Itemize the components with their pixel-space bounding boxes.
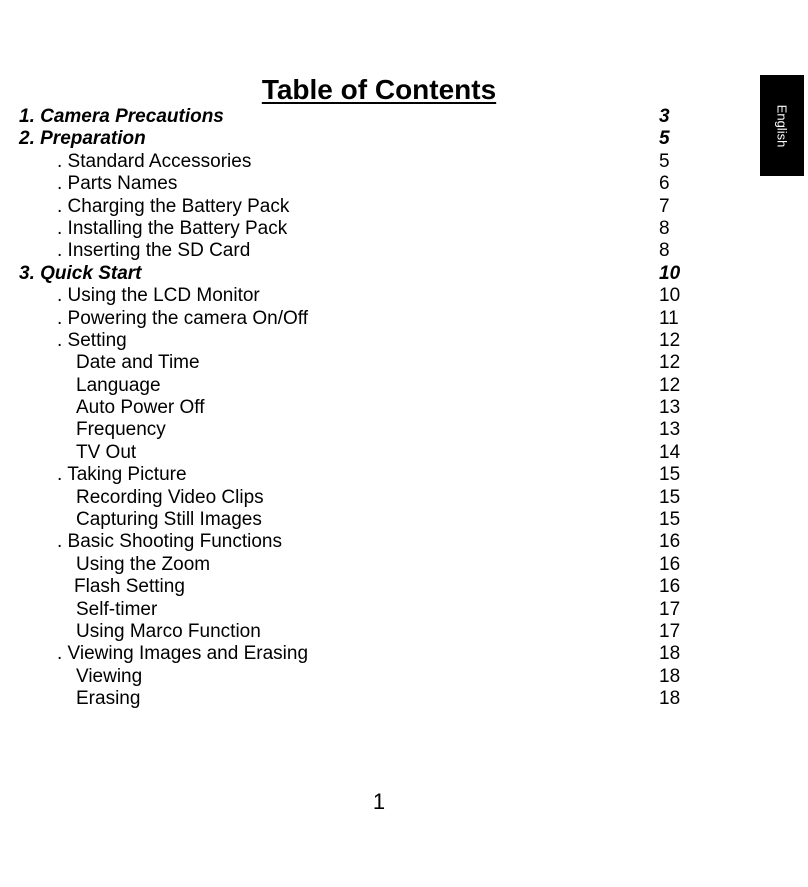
toc-entry-page: 8 — [659, 240, 670, 262]
toc-entry[interactable] — [0, 621, 700, 643]
toc-entry[interactable] — [0, 285, 700, 307]
toc-entry-label: Capturing Still Images — [76, 509, 262, 531]
toc-entry-page: 14 — [659, 441, 681, 463]
toc-entry-label: . Taking Picture — [57, 464, 187, 486]
toc-entry[interactable] — [0, 599, 700, 621]
toc-entry-page: 10 — [659, 285, 681, 307]
toc-entry-label: Frequency — [76, 419, 166, 441]
toc-entry-label: 3. Quick Start — [19, 262, 142, 284]
toc-entry[interactable] — [0, 688, 700, 710]
toc-entry-label: . Installing the Battery Pack — [57, 217, 288, 239]
toc-entry[interactable] — [0, 397, 700, 419]
toc-entry[interactable] — [0, 240, 700, 262]
toc-entry-label: . Inserting the SD Card — [57, 240, 251, 262]
page-title: Table of Contents — [261, 74, 497, 105]
toc-entry[interactable] — [0, 509, 700, 531]
toc-entry[interactable] — [0, 128, 700, 150]
toc-entry-label: . Parts Names — [57, 173, 178, 195]
toc-entry[interactable] — [0, 442, 700, 464]
toc-entry-page: 12 — [659, 329, 681, 351]
toc-entry-page: 17 — [659, 598, 681, 620]
toc-entry-page: 16 — [659, 531, 681, 553]
toc-entry-page: 13 — [659, 397, 681, 419]
toc-entry[interactable] — [0, 173, 700, 195]
toc-entry-page: 15 — [659, 486, 681, 508]
toc-entry-page: 16 — [659, 553, 681, 575]
toc-entry[interactable] — [0, 263, 700, 285]
toc-entry-page: 6 — [659, 173, 670, 195]
toc-entry-page: 18 — [659, 665, 681, 687]
toc-entry-label: Recording Video Clips — [76, 486, 264, 508]
language-tab — [760, 75, 804, 176]
toc-entry[interactable] — [0, 218, 700, 240]
toc-entry[interactable] — [0, 643, 700, 665]
toc-entry-page: 15 — [659, 509, 681, 531]
toc-entry-page: 7 — [659, 195, 670, 217]
toc-entry-label: . Powering the camera On/Off — [57, 307, 308, 329]
toc-entry[interactable] — [0, 330, 700, 352]
toc-entry-label: Viewing — [76, 665, 143, 687]
toc-entry[interactable] — [0, 419, 700, 441]
toc-entry-page: 11 — [659, 307, 679, 329]
toc-entry-page: 16 — [659, 576, 681, 598]
toc-entry[interactable] — [0, 554, 700, 576]
toc-entry-page: 5 — [659, 150, 670, 172]
toc-entry-label: Using the Zoom — [76, 553, 211, 575]
toc-entry[interactable] — [0, 352, 700, 374]
toc-entry-label: . Standard Accessories — [57, 150, 252, 172]
toc-entry-page: 12 — [659, 374, 681, 396]
page-number: 1 — [372, 789, 386, 814]
toc-entry-page: 5 — [659, 128, 670, 150]
toc-entry-label: . Using the LCD Monitor — [57, 285, 260, 307]
toc-entry-label: . Setting — [57, 329, 127, 351]
toc-entry[interactable] — [0, 487, 700, 509]
toc-entry[interactable] — [0, 196, 700, 218]
toc-entry-label: TV Out — [76, 441, 137, 463]
toc-entry[interactable] — [0, 151, 700, 173]
toc-entry-label: Self-timer — [76, 598, 158, 620]
toc-entry[interactable] — [0, 666, 700, 688]
toc-entry[interactable] — [0, 576, 700, 598]
toc-entry[interactable] — [0, 531, 700, 553]
toc-entry-label: Erasing — [76, 688, 141, 710]
toc-entry[interactable] — [0, 106, 700, 128]
toc-entry-page: 8 — [659, 217, 670, 239]
toc-entry-page: 10 — [659, 262, 681, 284]
toc-entry-page: 15 — [659, 464, 681, 486]
language-tab-label: English — [774, 104, 790, 147]
toc-entry-label: Using Marco Function — [76, 620, 261, 642]
toc-entry-label: Auto Power Off — [76, 397, 205, 419]
toc-entry[interactable] — [0, 375, 700, 397]
table-of-contents — [0, 106, 700, 711]
toc-entry-page: 13 — [659, 419, 681, 441]
toc-entry-label: Date and Time — [76, 352, 200, 374]
toc-entry-page: 3 — [659, 106, 670, 127]
toc-entry-label: Flash Setting — [74, 576, 185, 598]
toc-entry[interactable] — [0, 464, 700, 486]
toc-entry-page: 17 — [659, 620, 681, 642]
toc-entry-label: . Basic Shooting Functions — [57, 531, 282, 553]
toc-entry-label: 2. Preparation — [19, 128, 146, 150]
toc-entry-label: . Charging the Battery Pack — [57, 195, 290, 217]
toc-entry-page: 12 — [659, 352, 681, 374]
toc-entry[interactable] — [0, 308, 700, 330]
toc-entry-label: Language — [76, 374, 161, 396]
toc-entry-label: . Viewing Images and Erasing — [57, 643, 309, 665]
toc-entry-page: 18 — [659, 688, 681, 710]
toc-entry-page: 18 — [659, 643, 681, 665]
toc-entry-label: 1. Camera Precautions — [19, 106, 224, 127]
